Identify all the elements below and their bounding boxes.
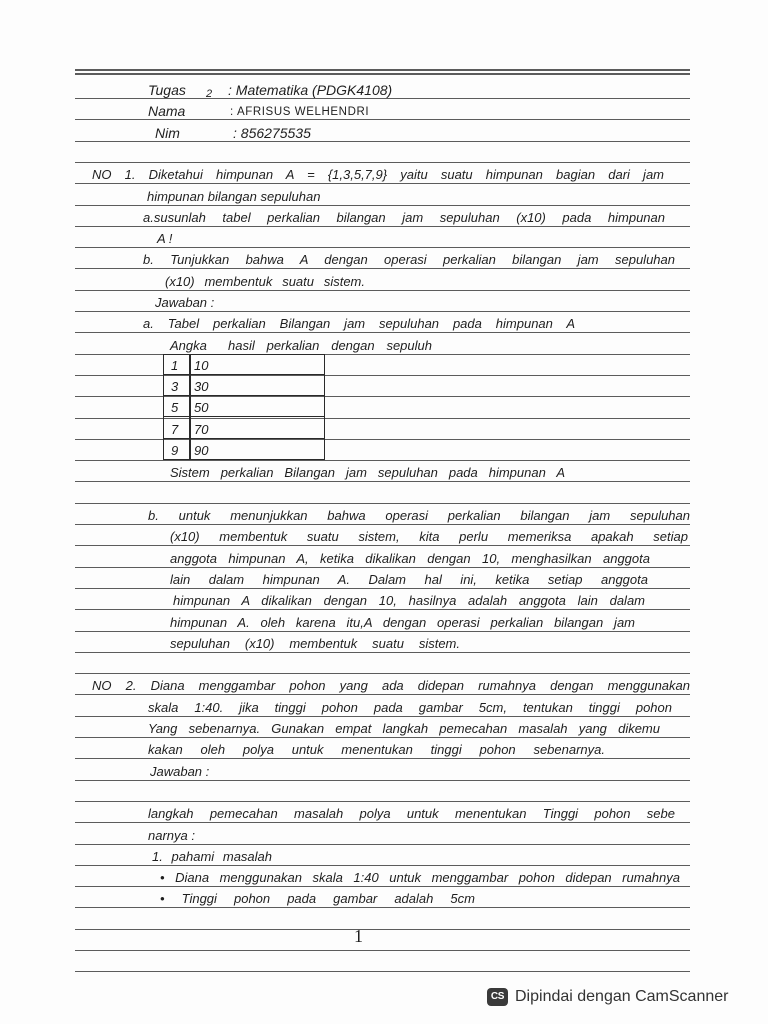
table-row <box>163 396 325 417</box>
top-double-line <box>75 73 690 75</box>
ruled-line <box>75 673 690 674</box>
ruled-line <box>75 141 690 142</box>
ruled-line <box>75 332 690 333</box>
ruled-line <box>75 844 690 845</box>
question-line: NO 2. Diana menggambar pohon yang ada didepan rumahnya dengan menggunakan <box>92 678 690 694</box>
table-cell-hasil: 10 <box>194 357 209 373</box>
tugas-label: Tugas <box>148 82 186 98</box>
ruled-line <box>75 588 690 589</box>
table-header-hasil: hasil perkalian dengan sepuluh <box>228 337 432 353</box>
ruled-line <box>75 758 690 759</box>
camscanner-watermark: Dipindai dengan CamScanner <box>515 988 729 1005</box>
question-line: b. Tunjukkan bahwa A dengan operasi perkalian bilangan jam sepuluhan <box>143 252 675 268</box>
ruled-line <box>75 205 690 206</box>
question-line: (x10) membentuk suatu sistem. <box>165 273 365 289</box>
top-double-line <box>75 69 690 71</box>
ruled-line <box>75 247 690 248</box>
table-row <box>163 354 325 375</box>
table-cell-angka: 3 <box>171 379 179 395</box>
table-row <box>163 375 325 396</box>
nim-label: Nim <box>155 124 180 141</box>
ruled-line <box>75 929 690 930</box>
question-line: skala 1:40. jika tinggi pohon pada gambar 5cm, tentukan tinggi pohon <box>148 699 672 715</box>
ruled-line <box>75 98 690 99</box>
ruled-line <box>75 183 690 184</box>
table-caption: Sistem perkalian Bilangan jam sepuluhan pada himpunan A <box>170 465 565 481</box>
ruled-line <box>75 950 690 951</box>
ruled-line <box>75 631 690 632</box>
tugas-number: 2 <box>206 88 213 100</box>
table-cell-hasil: 70 <box>194 421 209 437</box>
ruled-line <box>75 801 690 802</box>
ruled-line <box>75 694 690 695</box>
camscanner-logo-icon: CS <box>487 988 508 1006</box>
table-row <box>163 439 325 460</box>
ruled-line <box>75 311 690 312</box>
answer-a-title: a. Tabel perkalian Bilangan jam sepuluhan pada himpunan A <box>143 316 575 332</box>
jawaban-label: Jawaban : <box>155 295 215 310</box>
table-header-angka: Angka <box>170 337 207 353</box>
jawaban-label: Jawaban : <box>150 763 210 779</box>
answer-b-line: lain dalam himpunan A. Dalam hal ini, ketika setiap anggota <box>170 571 648 587</box>
student-nim: : 856275535 <box>233 124 311 141</box>
ruled-line <box>75 971 690 972</box>
ruled-line <box>75 226 690 227</box>
table-cell-hasil: 30 <box>194 379 209 395</box>
ruled-line <box>75 716 690 717</box>
ruled-line <box>75 162 690 163</box>
answer-line: narnya : <box>148 827 195 843</box>
table-cell-hasil: 50 <box>194 400 209 416</box>
ruled-line <box>75 609 690 610</box>
question-line: NO 1. Diketahui himpunan A = {1,3,5,7,9} yaitu suatu himpunan bagian dari jam <box>92 167 664 183</box>
ruled-line <box>75 822 690 823</box>
question-line: Yang sebenarnya. Gunakan empat langkah pemecahan masalah yang dikemu <box>148 721 660 736</box>
ruled-line <box>75 119 690 120</box>
answer-b-line: himpunan A dikalikan dengan 10, hasilnya adalah anggota lain dalam <box>173 593 645 609</box>
step-heading: 1. pahami masalah <box>152 848 272 864</box>
answer-b-line: himpunan A. oleh karena itu,A dengan operasi perkalian bilangan jam <box>170 614 635 630</box>
ruled-line <box>75 865 690 866</box>
table-cell-angka: 1 <box>171 357 179 373</box>
ruled-line <box>75 780 690 781</box>
answer-b-line: sepuluhan (x10) membentuk suatu sistem. <box>170 635 460 651</box>
question-line: kakan oleh polya untuk menentukan tinggi pohon sebenarnya. <box>148 742 605 758</box>
ruled-line <box>75 290 690 291</box>
bullet-item: • Diana menggunakan skala 1:40 untuk menggambar pohon didepan rumahnya <box>160 870 680 886</box>
ruled-line <box>75 460 690 461</box>
answer-b-line: b. untuk menunjukkan bahwa operasi perkalian bilangan jam sepuluhan <box>148 508 690 523</box>
ruled-line <box>75 481 690 482</box>
ruled-line <box>75 268 690 269</box>
ruled-line <box>75 886 690 887</box>
question-line: A ! <box>157 231 173 247</box>
answer-line: langkah pemecahan masalah polya untuk menentukan Tinggi pohon sebe <box>148 806 675 822</box>
question-line: himpunan bilangan sepuluhan <box>147 188 321 204</box>
table-cell-hasil: 90 <box>194 443 209 459</box>
bullet-item: • Tinggi pohon pada gambar adalah 5cm <box>160 891 475 907</box>
nama-label: Nama <box>148 103 186 120</box>
answer-b-line: (x10) membentuk suatu sistem, kita perlu memeriksa apakah setiap <box>170 529 688 545</box>
ruled-line <box>75 652 690 653</box>
ruled-line <box>75 545 690 546</box>
answer-b-line: anggota himpunan A, ketika dikalikan dengan 10, menghasilkan anggota <box>170 550 650 566</box>
student-name: : AFRISUS WELHENDRI <box>230 106 370 118</box>
page-number: 1 <box>354 926 363 946</box>
ruled-line <box>75 907 690 908</box>
course-title: : Matematika (PDGK4108) <box>228 82 393 98</box>
ruled-line <box>75 737 690 738</box>
table-cell-angka: 9 <box>171 443 179 459</box>
table-cell-angka: 7 <box>171 421 179 437</box>
table-row <box>163 418 325 439</box>
table-cell-angka: 5 <box>171 400 179 416</box>
question-line: a.susunlah tabel perkalian bilangan jam sepuluhan (x10) pada himpunan <box>143 209 665 225</box>
ruled-line <box>75 567 690 568</box>
ruled-line <box>75 503 690 504</box>
ruled-line <box>75 524 690 525</box>
